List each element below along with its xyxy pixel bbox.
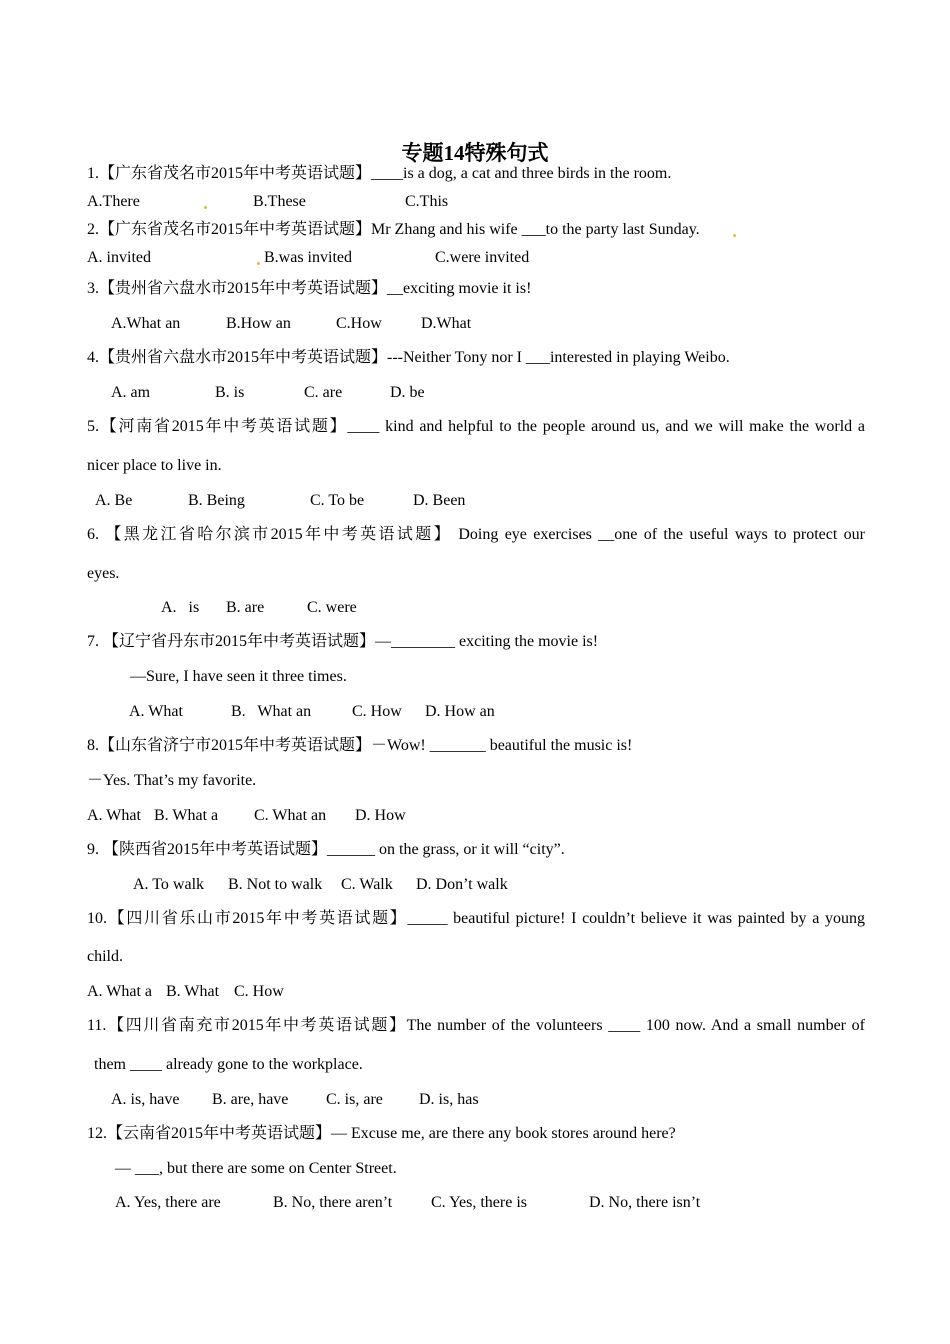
question-6-stem-line-1: 6. 【黑龙江省哈尔滨市2015年中考英语试题】 Doing eye exercises __one of the useful ways to protect our	[87, 526, 865, 543]
question-6-option-c: C. were	[307, 599, 357, 616]
question-11-option-b: B. are, have	[212, 1091, 289, 1108]
question-11-stem-line-1: 11.【四川省南充市2015年中考英语试题】The number of the volunteers ____ 100 now. And a small number of	[87, 1017, 865, 1034]
question-7-reply: —Sure, I have seen it three times.	[130, 668, 347, 685]
question-2-option-b: B.was invited	[264, 249, 352, 266]
question-5-option-b: B. Being	[188, 492, 245, 509]
question-9-stem: 9. 【陕西省2015年中考英语试题】______ on the grass, or it will “city”.	[87, 841, 565, 858]
question-12-stem: 12.【云南省2015年中考英语试题】— Excuse me, are there any book stores around here?	[87, 1125, 676, 1142]
question-8-option-b: B. What a	[154, 807, 219, 824]
question-12-option-c: C. Yes, there is	[431, 1194, 528, 1211]
question-3-option-d: D.What	[421, 315, 472, 332]
question-9-option-a: A. To walk	[133, 876, 205, 893]
question-11-option-a: A. is, have	[111, 1091, 180, 1108]
question-3-option-b: B.How an	[226, 315, 291, 332]
question-4-option-a: A. am	[111, 384, 151, 401]
question-2-option-a: A. invited	[87, 249, 151, 266]
question-5-option-d: D. Been	[413, 492, 466, 509]
question-1-stem: 1.【广东省茂名市2015年中考英语试题】____is a dog, a cat and three birds in the room.	[87, 165, 672, 182]
question-4-option-c: C. are	[304, 384, 343, 401]
question-11-option-c: C. is, are	[326, 1091, 383, 1108]
question-1-option-b: B.These	[253, 193, 306, 210]
question-6-option-b: B. are	[226, 599, 265, 616]
question-10-option-c: C. How	[234, 983, 284, 1000]
question-11-option-d: D. is, has	[419, 1091, 479, 1108]
question-7-option-a: A. What	[129, 703, 183, 720]
question-12-option-d: D. No, there isn’t	[589, 1194, 701, 1211]
question-4-stem: 4.【贵州省六盘水市2015年中考英语试题】---Neither Tony nor I ___interested in playing Weibo.	[87, 349, 730, 366]
question-8-reply: －Yes. That’s my favorite.	[87, 772, 257, 789]
question-5-option-a: A. Be	[95, 492, 133, 509]
question-2-option-c: C.were invited	[435, 249, 530, 266]
question-3-option-c: C.How	[336, 315, 382, 332]
question-5-stem-line-2: nicer place to live in.	[87, 457, 222, 474]
question-7-option-b: B. What an	[231, 703, 312, 720]
decorative-dot	[257, 262, 260, 265]
question-1-option-a: A.There	[87, 193, 140, 210]
question-11-stem-line-2: them ____ already gone to the workplace.	[94, 1056, 363, 1073]
decorative-dot	[204, 206, 207, 209]
question-4-option-d: D. be	[390, 384, 425, 401]
question-2-stem: 2.【广东省茂名市2015年中考英语试题】Mr Zhang and his wife ___to the party last Sunday.	[87, 221, 700, 238]
question-10-option-b: B. What	[166, 983, 220, 1000]
question-12-option-b: B. No, there aren’t	[273, 1194, 393, 1211]
decorative-dot	[733, 234, 736, 237]
page-title: 专题14特殊句式	[401, 141, 549, 165]
question-1-option-c: C.This	[405, 193, 449, 210]
question-6-option-a: A. is	[161, 599, 200, 616]
question-7-option-c: C. How	[352, 703, 402, 720]
question-8-option-a: A. What	[87, 807, 141, 824]
question-10-option-a: A. What a	[87, 983, 153, 1000]
question-6-stem-line-2: eyes.	[87, 565, 120, 582]
question-9-option-b: B. Not to walk	[228, 876, 323, 893]
question-8-stem: 8.【山东省济宁市2015年中考英语试题】－Wow! _______ beautiful the music is!	[87, 737, 633, 754]
question-12-reply: — ___, but there are some on Center Street.	[115, 1160, 397, 1177]
question-10-stem-line-1: 10.【四川省乐山市2015年中考英语试题】_____ beautiful picture! I couldn’t believe it was painted by a young	[87, 910, 865, 927]
question-4-option-b: B. is	[215, 384, 245, 401]
question-8-option-d: D. How	[355, 807, 406, 824]
question-8-option-c: C. What an	[254, 807, 327, 824]
question-5-option-c: C. To be	[310, 492, 365, 509]
question-10-stem-line-2: child.	[87, 948, 123, 965]
question-9-option-c: C. Walk	[341, 876, 393, 893]
question-9-option-d: D. Don’t walk	[416, 876, 508, 893]
question-3-stem: 3.【贵州省六盘水市2015年中考英语试题】__exciting movie it is!	[87, 280, 532, 297]
question-7-stem: 7. 【辽宁省丹东市2015年中考英语试题】—________ exciting the movie is!	[87, 633, 599, 650]
question-7-option-d: D. How an	[425, 703, 495, 720]
question-3-option-a: A.What an	[111, 315, 181, 332]
question-12-option-a: A. Yes, there are	[115, 1194, 221, 1211]
question-5-stem-line-1: 5.【河南省2015年中考英语试题】____ kind and helpful to the people around us, and we will make the world a	[87, 418, 865, 435]
